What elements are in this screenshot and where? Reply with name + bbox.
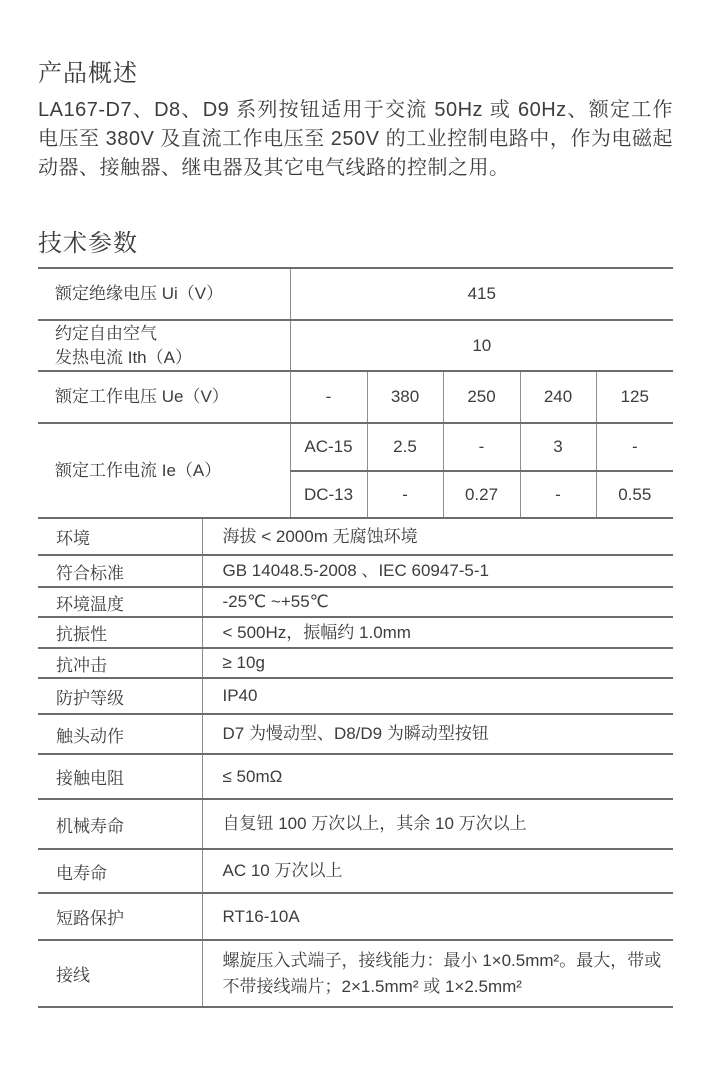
cell-value: - — [596, 423, 673, 471]
row-value: 415 — [290, 268, 673, 320]
row-label: 抗冲击 — [38, 648, 202, 678]
table-row-standards — [38, 555, 673, 587]
table-row-short-circuit-protection — [38, 893, 673, 940]
cell-value: 250 — [443, 371, 520, 423]
cell-value: - — [367, 471, 443, 518]
row-label: 机械寿命 — [38, 799, 202, 849]
table-row-protection-rating — [38, 678, 673, 714]
table-row-wiring — [38, 940, 673, 1007]
table-row-ambient-temperature — [38, 587, 673, 617]
cell-category: AC-15 — [290, 423, 367, 471]
overview-paragraph: LA167-D7、D8、D9 系列按钮适用于交流 50Hz 或 60Hz、额定工作电压至 380V 及直流工作电压至 250V 的工业控制电路中，作为电磁起动器、接触器、继电器及其它电气线路的控制之用。 — [38, 99, 673, 179]
row-label: 符合标准 — [38, 555, 202, 587]
cell-value: 380 — [367, 371, 443, 423]
cell-value: - — [290, 371, 367, 423]
table-row-insulation-voltage — [38, 268, 673, 320]
cell-value: - — [443, 423, 520, 471]
table-row-electrical-life — [38, 849, 673, 893]
row-label: 额定绝缘电压 Ui（V） — [38, 268, 290, 320]
row-value: GB 14048.5-2008 、IEC 60947-5-1 — [202, 555, 673, 587]
attributes-table — [38, 519, 673, 1008]
cell-value: 2.5 — [367, 423, 443, 471]
row-label: 电寿命 — [38, 849, 202, 893]
cell-value: 3 — [520, 423, 596, 471]
row-label: 环境温度 — [38, 587, 202, 617]
cell-category: DC-13 — [290, 471, 367, 518]
table-row-vibration-resistance — [38, 617, 673, 648]
row-label: 短路保护 — [38, 893, 202, 940]
row-label: 接触电阻 — [38, 754, 202, 799]
row-value: RT16-10A — [202, 893, 673, 940]
cell-value: 0.55 — [596, 471, 673, 518]
row-label: 环境 — [38, 519, 202, 555]
row-label: 防护等级 — [38, 678, 202, 714]
row-value: 10 — [290, 320, 673, 371]
row-label: 触头动作 — [38, 714, 202, 754]
row-value: AC 10 万次以上 — [202, 849, 673, 893]
ratings-table — [38, 267, 673, 519]
row-value: ≥ 10g — [202, 648, 673, 678]
table-row-working-current-ac — [38, 423, 673, 471]
cell-value: - — [520, 471, 596, 518]
row-value: ≤ 50mΩ — [202, 754, 673, 799]
row-label: 接线 — [38, 940, 202, 1007]
table-row-working-voltage — [38, 371, 673, 423]
row-label — [38, 320, 290, 371]
row-value: IP40 — [202, 678, 673, 714]
table-row-contact-resistance — [38, 754, 673, 799]
overview-heading: 产品概述 — [38, 60, 138, 87]
row-label: 抗振性 — [38, 617, 202, 648]
cell-value: 125 — [596, 371, 673, 423]
params-heading: 技术参数 — [38, 230, 138, 257]
cell-value: 0.27 — [443, 471, 520, 518]
row-value: < 500Hz，振幅约 1.0mm — [202, 617, 673, 648]
row-value: -25℃ ~+55℃ — [202, 587, 673, 617]
table-row-contact-action — [38, 714, 673, 754]
row-value: 海拔 < 2000m 无腐蚀环境 — [202, 519, 673, 555]
row-label-line2: 发热电流 Ith（A） — [55, 347, 192, 367]
row-value: D7 为慢动型、D8/D9 为瞬动型按钮 — [202, 714, 673, 754]
cell-value: 240 — [520, 371, 596, 423]
document-content — [38, 58, 673, 1008]
table-row-thermal-current — [38, 320, 673, 371]
row-label: 额定工作电压 Ue（V） — [38, 371, 290, 423]
row-label: 额定工作电流 Ie（A） — [38, 423, 290, 518]
table-row-environment — [38, 519, 673, 555]
table-row-mechanical-life — [38, 799, 673, 849]
row-label-line1: 约定自由空气 — [55, 323, 157, 343]
row-value: 自复钮 100 万次以上，其余 10 万次以上 — [202, 799, 673, 849]
table-row-shock-resistance — [38, 648, 673, 678]
row-value: 螺旋压入式端子，接线能力：最小 1×0.5mm²。最大，带或不带接线端片；2×1.5mm² 或 1×2.5mm² — [202, 940, 673, 1007]
